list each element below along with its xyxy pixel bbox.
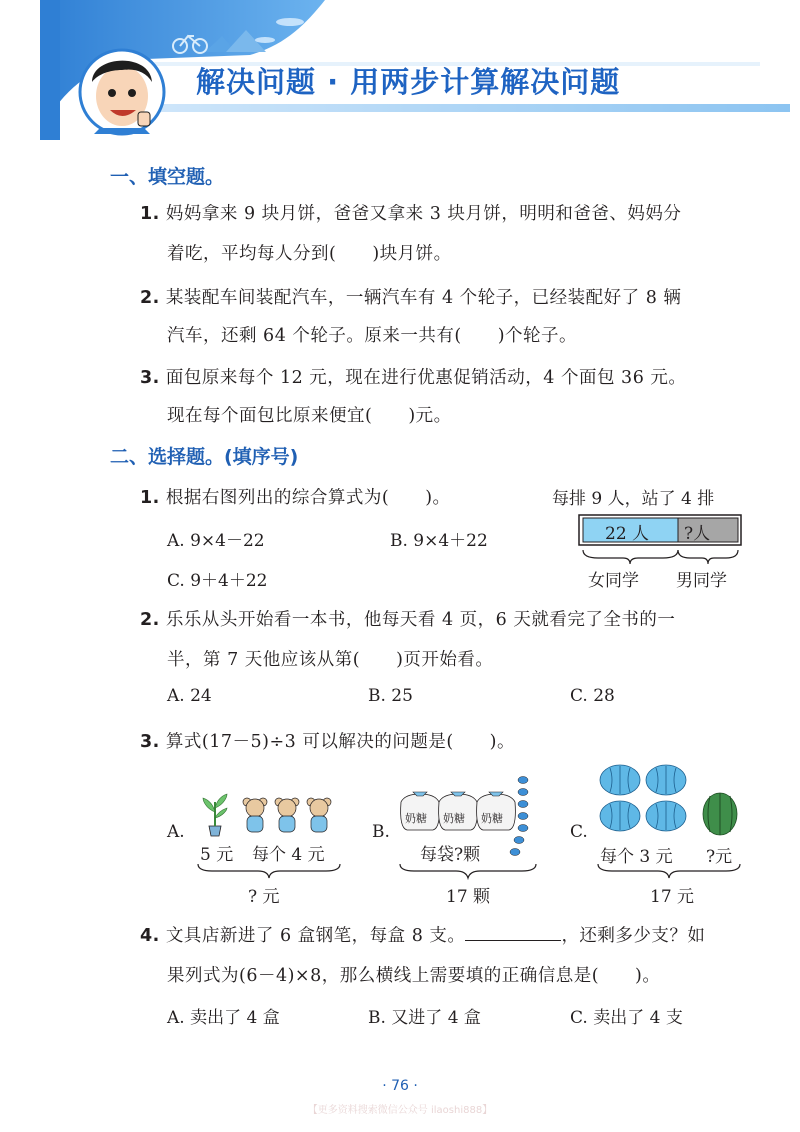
question-number: 2. (140, 610, 160, 630)
teddy-bear-icon (243, 798, 267, 832)
option-b-letter: B. (372, 822, 390, 842)
question-2-1 (140, 484, 451, 509)
option-b-per-bag: 每袋?颗 (420, 845, 481, 865)
bag-label: 奶糖 (443, 812, 465, 825)
option-a: A. 24 (167, 686, 212, 706)
option-c-price-pumpkin: 每个 3 元 (600, 847, 673, 867)
label-boys: 男同学 (676, 571, 727, 591)
option-c: C. 9＋4＋22 (167, 571, 268, 591)
label-girls: 女同学 (588, 571, 639, 591)
brace (596, 862, 742, 884)
page-title: 解决问题 · 用两步计算解决问题 (196, 65, 621, 99)
boy-mascot-icon (80, 50, 164, 134)
question-text-cont: ，还剩多少支？如 (561, 926, 706, 946)
figure-caption: 每排 9 人，站了 4 排 (552, 489, 715, 509)
question-text: 面包原来每个 12 元，现在进行优惠促销活动，4 个面包 36 元。 (165, 368, 687, 388)
bar-segment-girls: 22 人 (605, 524, 650, 544)
question-text: 文具店新进了 6 盒钢笔，每盒 8 支。 (165, 926, 466, 946)
question-2-2 (140, 606, 675, 631)
brace (196, 862, 342, 884)
brace (398, 862, 538, 884)
option-b-total: 17 颗 (446, 887, 491, 907)
question-number: 3. (140, 368, 160, 388)
question-text: 乐乐从头开始看一本书，他每天看 4 页，6 天就看完了全书的一 (165, 610, 676, 630)
question-1-2-line2: 汽车，还剩 64 个轮子。原来一共有( )个轮子。 (167, 326, 578, 346)
question-text: 妈妈拿来 9 块月饼，爸爸又拿来 3 块月饼，明明和爸爸、妈妈分 (165, 204, 682, 224)
teddy-bear-icon (275, 798, 299, 832)
option-b: B. 9×4＋22 (390, 531, 488, 551)
option-c-letter: C. (570, 822, 588, 842)
question-2-3 (140, 728, 515, 753)
question-1-2 (140, 284, 681, 309)
bar-segment-boys: ?人 (684, 524, 711, 544)
question-text: 算式(17－5)÷3 可以解决的问题是( )。 (165, 732, 515, 752)
question-text: 某装配车间装配汽车，一辆汽车有 4 个轮子，已经装配好了 8 辆 (165, 288, 682, 308)
section-heading-multiple-choice: 二、选择题。(填序号) (110, 446, 299, 468)
question-2-4 (140, 922, 705, 947)
question-number: 1. (140, 488, 160, 508)
question-number: 2. (140, 288, 160, 308)
option-b: B. 又进了 4 盒 (368, 1008, 481, 1028)
teddy-bear-icon (307, 798, 331, 832)
section-heading-fill-blank: 一、填空题。 (110, 166, 225, 188)
bag-label: 奶糖 (405, 812, 427, 825)
option-a: A. 9×4－22 (167, 531, 265, 551)
question-1-3-line2: 现在每个面包比原来便宜( )元。 (167, 406, 452, 426)
question-2-4-line2: 果列式为(6－4)×8，那么横线上需要填的正确信息是( )。 (167, 966, 661, 986)
option-c: C. 卖出了 4 支 (570, 1008, 683, 1028)
question-number: 3. (140, 732, 160, 752)
option-c-total: 17 元 (650, 887, 695, 907)
question-2-2-line2: 半，第 7 天他应该从第( )页开始看。 (167, 650, 494, 670)
question-number: 1. (140, 204, 160, 224)
option-b: B. 25 (368, 686, 413, 706)
potted-plant-icon (203, 794, 227, 836)
page-number: · 76 · (382, 1078, 418, 1094)
question-1-3 (140, 364, 686, 389)
option-a-price-plant: 5 元 (200, 845, 234, 865)
question-number: 4. (140, 926, 160, 946)
watermelon-icon (703, 793, 737, 835)
question-text: 根据右图列出的综合算式为( )。 (165, 488, 451, 508)
question-1-1-line2: 着吃，平均每人分到( )块月饼。 (167, 244, 452, 264)
option-c-price-watermelon: ?元 (706, 847, 733, 867)
question-1-1 (140, 200, 681, 225)
option-c: C. 28 (570, 686, 615, 706)
option-a-letter: A. (167, 822, 185, 842)
option-a-price-bear: 每个 4 元 (252, 845, 325, 865)
watermark: 【更多资料搜索微信公众号 ilaoshi888】 (307, 1105, 493, 1116)
option-a: A. 卖出了 4 盒 (167, 1008, 280, 1028)
pumpkins-illustration (598, 762, 748, 846)
option-a-total: ? 元 (248, 887, 280, 907)
answer-blank-line[interactable] (465, 924, 561, 941)
pumpkin-icon (600, 765, 686, 831)
bag-label: 奶糖 (481, 812, 503, 825)
plant-and-bears-illustration (195, 790, 345, 842)
